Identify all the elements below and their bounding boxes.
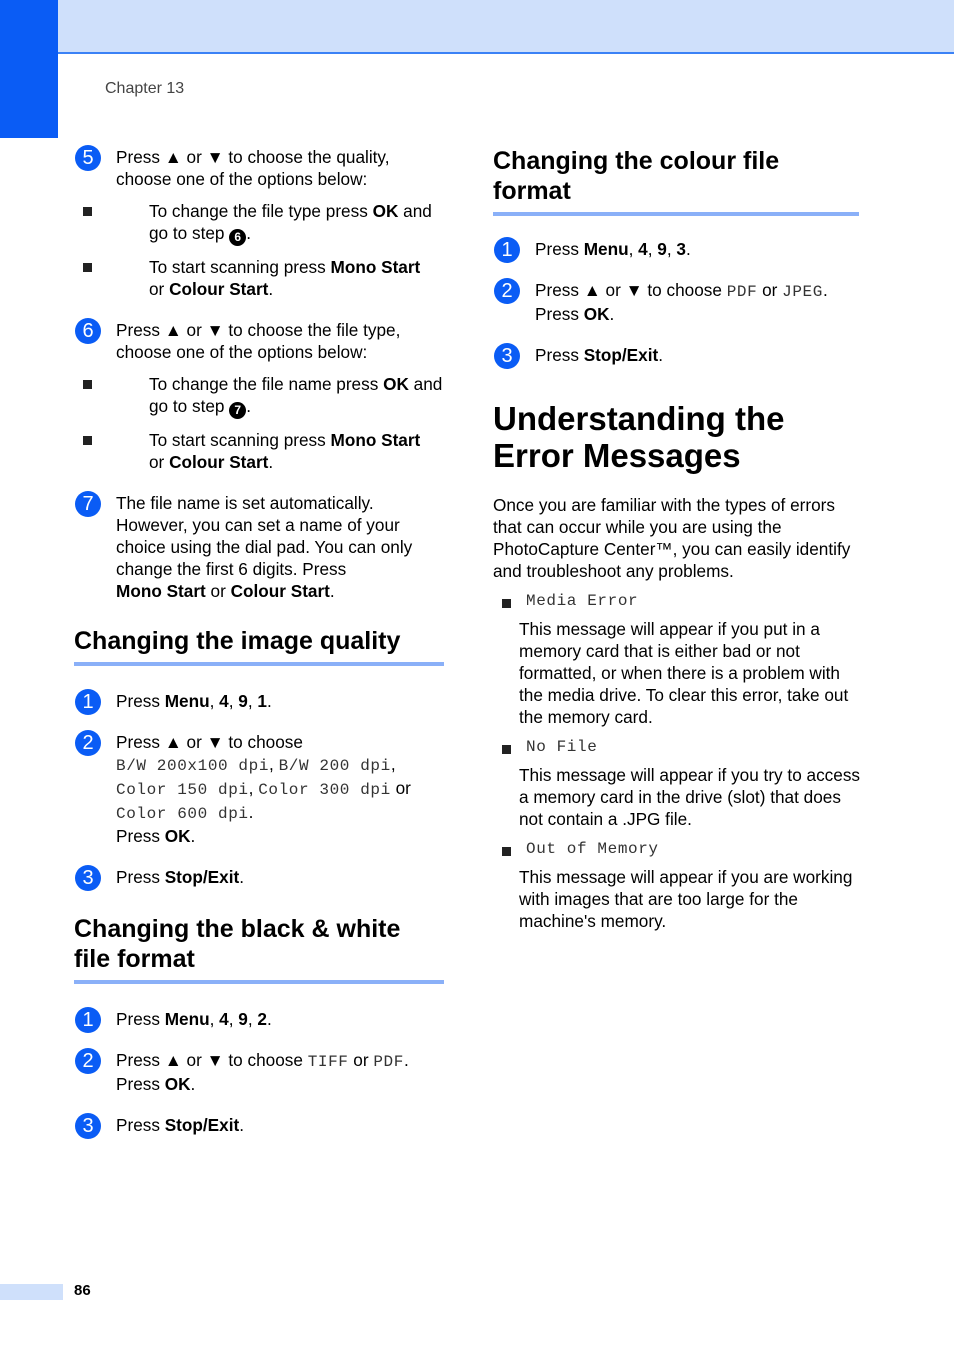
- step-number-badge: 3: [75, 1113, 101, 1139]
- bullet-item: To start scanning press Mono Start or Colour Start.: [81, 429, 444, 473]
- step-text: Press Stop/Exit.: [116, 867, 244, 887]
- section-heading-image-quality: Changing the image quality: [74, 626, 444, 666]
- step-number-badge: 5: [75, 145, 101, 171]
- error-description: This message will appear if you are working with images that are too large for the machine's memory.: [519, 867, 853, 931]
- arrow-up-icon: ▲: [164, 147, 182, 167]
- step-text: Press ▲ or ▼ to choose PDF or JPEG. Press OK.: [535, 280, 828, 324]
- arrow-up-icon: ▲: [164, 732, 182, 752]
- arrow-down-icon: ▼: [206, 732, 224, 752]
- arrow-down-icon: ▼: [206, 320, 224, 340]
- arrow-up-icon: ▲: [164, 1050, 182, 1070]
- step-text: Press Menu, 4, 9, 1.: [116, 691, 272, 711]
- bullet-item: To start scanning press Mono Start or Colour Start.: [81, 256, 444, 300]
- step-ref-badge: 6: [229, 229, 246, 246]
- error-item: [493, 738, 863, 830]
- step-7: [74, 492, 444, 602]
- step-number-badge: 2: [75, 1048, 101, 1074]
- arrow-down-icon: ▼: [206, 1050, 224, 1070]
- step-ref-badge: 7: [229, 402, 246, 419]
- step-2: [74, 1049, 444, 1095]
- error-label: Out of Memory: [500, 840, 863, 858]
- footer-band: [0, 1284, 63, 1300]
- step-number-badge: 6: [75, 318, 101, 344]
- left-column: [74, 146, 444, 1136]
- step-1: [74, 690, 444, 712]
- step-number-badge: 2: [494, 278, 520, 304]
- step-text: Press ▲ or ▼ to choose TIFF or PDF. Press OK.: [116, 1050, 409, 1094]
- step-text: Press ▲ or ▼ to choose the quality, choose one of the options below:: [116, 147, 390, 189]
- error-item: [493, 840, 863, 932]
- error-label: No File: [500, 738, 863, 756]
- chapter-label: Chapter 13: [105, 80, 185, 97]
- step-5: [74, 146, 444, 300]
- step-number-badge: 2: [75, 730, 101, 756]
- section-heading-bw-format: Changing the black & white file format: [74, 914, 444, 984]
- step-2: [493, 279, 863, 325]
- step-text: Press Stop/Exit.: [116, 1115, 244, 1135]
- chapter-heading-error-messages: Understanding the Error Messages: [493, 400, 785, 474]
- step-number-badge: 1: [494, 237, 520, 263]
- header-band: [0, 0, 954, 54]
- chapter-tab: [0, 0, 58, 138]
- step-text: The file name is set automatically. However, you can set a name of your choice using the dial pad. You can only change the first 6 digits. Press Mono Start or Colour Start.: [116, 493, 413, 601]
- step-2: [74, 731, 444, 847]
- error-item: [493, 592, 863, 728]
- page-number: 86: [74, 1282, 91, 1299]
- bullet-item: To change the file name press OK and go to step 7 .: [81, 373, 444, 419]
- error-label: Media Error: [500, 592, 863, 610]
- error-description: This message will appear if you put in a memory card that is either bad or not formatted, or when there is a problem with the media drive. To clear this error, take out the memory card.: [519, 619, 849, 727]
- step-6: [74, 319, 444, 473]
- arrow-up-icon: ▲: [164, 320, 182, 340]
- step-text: Press ▲ or ▼ to choose B/W 200x100 dpi, B/W 200 dpi, Color 150 dpi, Color 300 dpi or Color 600 dpi. Press OK.: [116, 732, 411, 846]
- step-text: Press Stop/Exit.: [535, 345, 663, 365]
- step-number-badge: 3: [494, 343, 520, 369]
- error-description: This message will appear if you try to access a memory card in the drive (slot) that does not contain a .JPG file.: [519, 765, 861, 829]
- right-column: [493, 146, 863, 932]
- intro-paragraph: Once you are familiar with the types of errors that can occur while you are using the PhotoCapture Center™, you can easily identify and troubleshoot any problems.: [493, 495, 851, 581]
- section-heading-colour-format: Changing the colour file format: [493, 146, 859, 216]
- arrow-up-icon: ▲: [583, 280, 601, 300]
- step-1: [74, 1008, 444, 1030]
- step-text: Press Menu, 4, 9, 2.: [116, 1009, 272, 1029]
- step-3: [74, 866, 444, 888]
- bullet-item: To change the file type press OK and go to step 6 .: [81, 200, 444, 246]
- error-list: [493, 592, 863, 932]
- step-3: [493, 344, 863, 366]
- arrow-down-icon: ▼: [625, 280, 643, 300]
- step-number-badge: 3: [75, 865, 101, 891]
- step-number-badge: 1: [75, 689, 101, 715]
- step-3: [74, 1114, 444, 1136]
- step-text: Press Menu, 4, 9, 3.: [535, 239, 691, 259]
- arrow-down-icon: ▼: [206, 147, 224, 167]
- step-number-badge: 1: [75, 1007, 101, 1033]
- step-number-badge: 7: [75, 491, 101, 517]
- step-text: Press ▲ or ▼ to choose the file type, choose one of the options below:: [116, 320, 401, 362]
- step-1: [493, 238, 863, 260]
